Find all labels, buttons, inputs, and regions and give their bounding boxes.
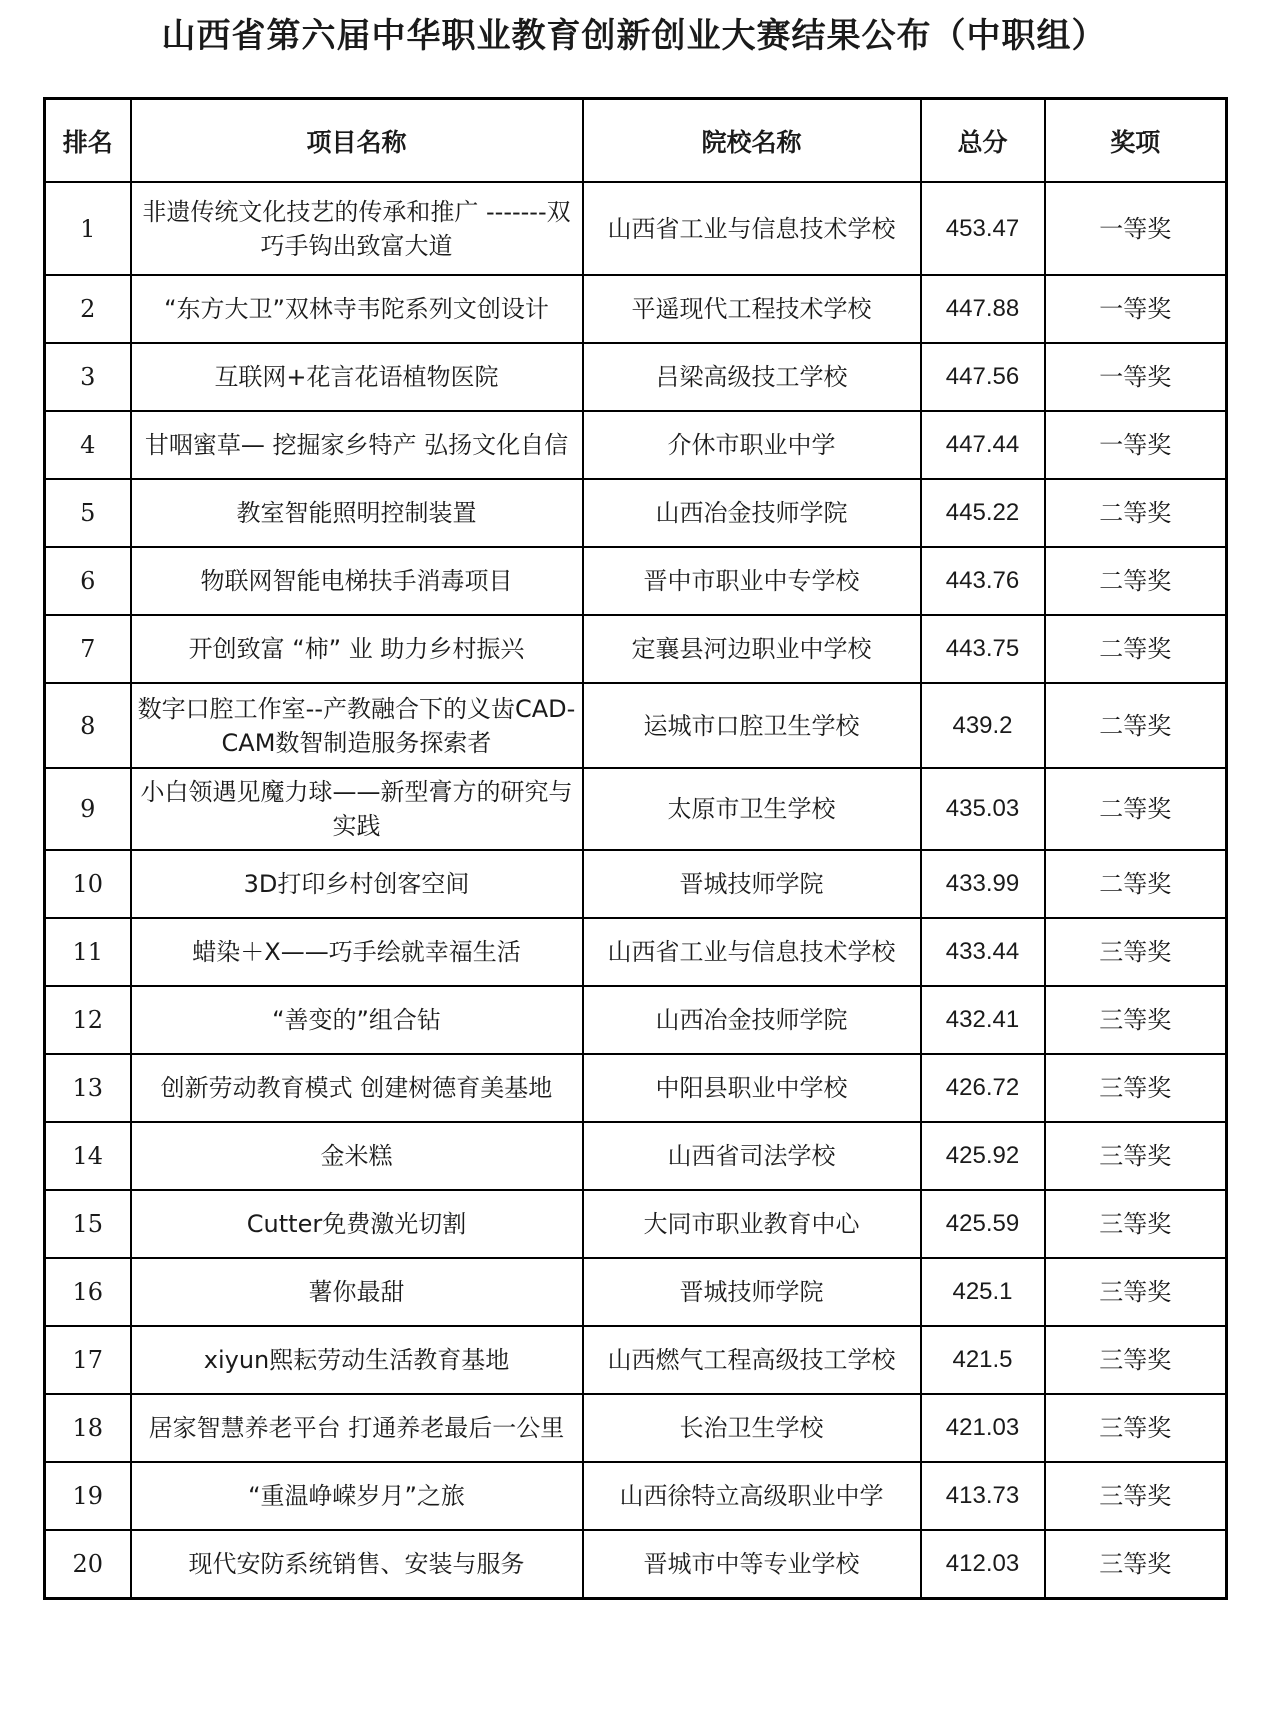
- score-cell: 413.73: [921, 1462, 1045, 1530]
- award-cell: 三等奖: [1045, 986, 1227, 1054]
- table-row: [45, 479, 1227, 547]
- project-cell: 金米糕: [131, 1122, 583, 1190]
- rank-cell: 15: [45, 1190, 131, 1258]
- rank-cell: 3: [45, 343, 131, 411]
- header-project: 项目名称: [131, 99, 583, 183]
- project-cell: xiyun熙耘劳动生活教育基地: [131, 1326, 583, 1394]
- rank-cell: 4: [45, 411, 131, 479]
- rank-cell: 18: [45, 1394, 131, 1462]
- header-rank: 排名: [45, 99, 131, 183]
- score-cell: 433.99: [921, 850, 1045, 918]
- score-cell: 421.03: [921, 1394, 1045, 1462]
- school-cell: 吕梁高级技工学校: [583, 343, 921, 411]
- school-cell: 山西冶金技师学院: [583, 986, 921, 1054]
- rank-cell: 5: [45, 479, 131, 547]
- header-row: [45, 99, 1227, 183]
- score-cell: 439.2: [921, 683, 1045, 768]
- award-cell: 二等奖: [1045, 615, 1227, 683]
- rank-cell: 6: [45, 547, 131, 615]
- award-cell: 二等奖: [1045, 768, 1227, 850]
- table-row: [45, 1530, 1227, 1599]
- table-row: [45, 1122, 1227, 1190]
- school-cell: 晋城技师学院: [583, 850, 921, 918]
- table-row: [45, 615, 1227, 683]
- award-cell: 三等奖: [1045, 1054, 1227, 1122]
- project-cell: 非遗传统文化技艺的传承和推广 -------双巧手钩出致富大道: [131, 182, 583, 275]
- rank-cell: 12: [45, 986, 131, 1054]
- header-school: 院校名称: [583, 99, 921, 183]
- rank-cell: 19: [45, 1462, 131, 1530]
- project-cell: 互联网+花言花语植物医院: [131, 343, 583, 411]
- table-row: [45, 1394, 1227, 1462]
- school-cell: 山西燃气工程高级技工学校: [583, 1326, 921, 1394]
- rank-cell: 8: [45, 683, 131, 768]
- score-cell: 425.59: [921, 1190, 1045, 1258]
- header-award: 奖项: [1045, 99, 1227, 183]
- school-cell: 定襄县河边职业中学校: [583, 615, 921, 683]
- score-cell: 443.75: [921, 615, 1045, 683]
- project-cell: 蜡染＋X——巧手绘就幸福生活: [131, 918, 583, 986]
- score-cell: 426.72: [921, 1054, 1045, 1122]
- award-cell: 三等奖: [1045, 1122, 1227, 1190]
- table-row: [45, 850, 1227, 918]
- project-cell: “重温峥嵘岁月”之旅: [131, 1462, 583, 1530]
- table-row: [45, 683, 1227, 768]
- school-cell: 山西冶金技师学院: [583, 479, 921, 547]
- rank-cell: 7: [45, 615, 131, 683]
- award-cell: 一等奖: [1045, 343, 1227, 411]
- score-cell: 445.22: [921, 479, 1045, 547]
- school-cell: 太原市卫生学校: [583, 768, 921, 850]
- score-cell: 425.92: [921, 1122, 1045, 1190]
- school-cell: 晋中市职业中专学校: [583, 547, 921, 615]
- table-row: [45, 1462, 1227, 1530]
- table-row: [45, 986, 1227, 1054]
- project-cell: “善变的”组合钻: [131, 986, 583, 1054]
- score-cell: 453.47: [921, 182, 1045, 275]
- page-title: 山西省第六届中华职业教育创新创业大赛结果公布（中职组）: [161, 16, 1107, 56]
- project-cell: 3D打印乡村创客空间: [131, 850, 583, 918]
- school-cell: 长治卫生学校: [583, 1394, 921, 1462]
- score-cell: 433.44: [921, 918, 1045, 986]
- project-cell: 创新劳动教育模式 创建树德育美基地: [131, 1054, 583, 1122]
- results-table: [43, 97, 1228, 1600]
- rank-cell: 16: [45, 1258, 131, 1326]
- project-cell: 小白领遇见魔力球——新型膏方的研究与实践: [131, 768, 583, 850]
- project-cell: 薯你最甜: [131, 1258, 583, 1326]
- score-cell: 447.88: [921, 275, 1045, 343]
- project-cell: 教室智能照明控制装置: [131, 479, 583, 547]
- award-cell: 二等奖: [1045, 683, 1227, 768]
- award-cell: 三等奖: [1045, 1394, 1227, 1462]
- score-cell: 421.5: [921, 1326, 1045, 1394]
- award-cell: 二等奖: [1045, 479, 1227, 547]
- school-cell: 中阳县职业中学校: [583, 1054, 921, 1122]
- table-row: [45, 768, 1227, 850]
- school-cell: 山西徐特立高级职业中学: [583, 1462, 921, 1530]
- school-cell: 晋城技师学院: [583, 1258, 921, 1326]
- award-cell: 三等奖: [1045, 1190, 1227, 1258]
- project-cell: 物联网智能电梯扶手消毒项目: [131, 547, 583, 615]
- rank-cell: 10: [45, 850, 131, 918]
- score-cell: 447.44: [921, 411, 1045, 479]
- award-cell: 一等奖: [1045, 411, 1227, 479]
- school-cell: 山西省工业与信息技术学校: [583, 918, 921, 986]
- rank-cell: 20: [45, 1530, 131, 1599]
- table-row: [45, 1054, 1227, 1122]
- school-cell: 平遥现代工程技术学校: [583, 275, 921, 343]
- table-row: [45, 411, 1227, 479]
- score-cell: 412.03: [921, 1530, 1045, 1599]
- rank-cell: 11: [45, 918, 131, 986]
- project-cell: 现代安防系统销售、安装与服务: [131, 1530, 583, 1599]
- award-cell: 三等奖: [1045, 1258, 1227, 1326]
- school-cell: 山西省司法学校: [583, 1122, 921, 1190]
- project-cell: Cutter免费激光切割: [131, 1190, 583, 1258]
- table-row: [45, 547, 1227, 615]
- project-cell: 居家智慧养老平台 打通养老最后一公里: [131, 1394, 583, 1462]
- school-cell: 晋城市中等专业学校: [583, 1530, 921, 1599]
- project-cell: 甘咽蜜草— 挖掘家乡特产 弘扬文化自信: [131, 411, 583, 479]
- award-cell: 二等奖: [1045, 850, 1227, 918]
- results-body: [45, 182, 1227, 1599]
- school-cell: 山西省工业与信息技术学校: [583, 182, 921, 275]
- score-cell: 443.76: [921, 547, 1045, 615]
- rank-cell: 9: [45, 768, 131, 850]
- project-cell: “东方大卫”双林寺韦陀系列文创设计: [131, 275, 583, 343]
- score-cell: 432.41: [921, 986, 1045, 1054]
- score-cell: 425.1: [921, 1258, 1045, 1326]
- table-row: [45, 1326, 1227, 1394]
- table-row: [45, 275, 1227, 343]
- table-row: [45, 1190, 1227, 1258]
- header-score: 总分: [921, 99, 1045, 183]
- school-cell: 大同市职业教育中心: [583, 1190, 921, 1258]
- table-row: [45, 182, 1227, 275]
- award-cell: 三等奖: [1045, 1530, 1227, 1599]
- score-cell: 447.56: [921, 343, 1045, 411]
- award-cell: 三等奖: [1045, 918, 1227, 986]
- project-cell: 开创致富 “柿” 业 助力乡村振兴: [131, 615, 583, 683]
- score-cell: 435.03: [921, 768, 1045, 850]
- rank-cell: 13: [45, 1054, 131, 1122]
- table-row: [45, 918, 1227, 986]
- school-cell: 运城市口腔卫生学校: [583, 683, 921, 768]
- award-cell: 一等奖: [1045, 275, 1227, 343]
- award-cell: 一等奖: [1045, 182, 1227, 275]
- project-cell: 数字口腔工作室--产教融合下的义齿CAD-CAM数智制造服务探索者: [131, 683, 583, 768]
- award-cell: 三等奖: [1045, 1326, 1227, 1394]
- table-row: [45, 1258, 1227, 1326]
- school-cell: 介休市职业中学: [583, 411, 921, 479]
- rank-cell: 14: [45, 1122, 131, 1190]
- table-row: [45, 343, 1227, 411]
- rank-cell: 1: [45, 182, 131, 275]
- rank-cell: 17: [45, 1326, 131, 1394]
- award-cell: 三等奖: [1045, 1462, 1227, 1530]
- rank-cell: 2: [45, 275, 131, 343]
- award-cell: 二等奖: [1045, 547, 1227, 615]
